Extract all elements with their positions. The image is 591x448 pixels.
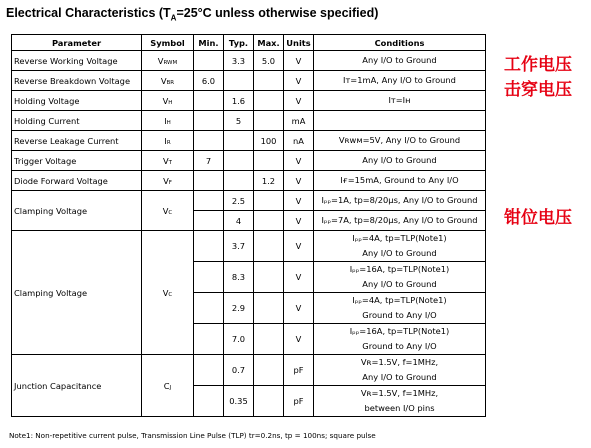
typ-cell: 1.6 xyxy=(224,91,254,111)
min-cell xyxy=(194,131,224,151)
min-cell xyxy=(194,355,224,386)
annotation-breakdown-voltage: 击穿电压 xyxy=(504,80,572,100)
max-cell xyxy=(254,71,284,91)
footnote: Note1: Non-repetitive current pulse, Transmission Line Pulse (TLP) tr=0.2ns, tp = 100ns; square pulse xyxy=(9,431,376,440)
typ-cell: 8.3 xyxy=(224,262,254,293)
param-cell: Reverse Breakdown Voltage xyxy=(12,71,142,91)
param-cell: Trigger Voltage xyxy=(12,151,142,171)
unit-cell: V xyxy=(284,324,314,355)
condition-cell: Any I/O to Ground xyxy=(314,51,486,71)
typ-cell: 3.3 xyxy=(224,51,254,71)
annotation-working-voltage: 工作电压 xyxy=(504,55,572,75)
typ-cell: 0.7 xyxy=(224,355,254,386)
min-cell xyxy=(194,191,224,211)
table-row xyxy=(12,355,486,386)
condition-cell: Iₚₚ=4A, tp=TLP(Note1) Ground to Any I/O xyxy=(314,293,486,324)
min-cell xyxy=(194,111,224,131)
table-row xyxy=(12,151,486,171)
unit-cell: V xyxy=(284,91,314,111)
condition-cell xyxy=(314,111,486,131)
param-cell: Holding Voltage xyxy=(12,91,142,111)
max-cell xyxy=(254,111,284,131)
symbol-cell: IH xyxy=(142,111,194,131)
min-cell xyxy=(194,51,224,71)
param-cell: Reverse Working Voltage xyxy=(12,51,142,71)
unit-cell: V xyxy=(284,211,314,231)
typ-cell xyxy=(224,71,254,91)
condition-cell: Vʀ=1.5V, f=1MHz, between I/O pins xyxy=(314,386,486,417)
typ-cell xyxy=(224,151,254,171)
typ-cell: 0.35 xyxy=(224,386,254,417)
condition-cell: Iₚₚ=4A, tp=TLP(Note1) Any I/O to Ground xyxy=(314,231,486,262)
max-cell xyxy=(254,211,284,231)
unit-cell: V xyxy=(284,151,314,171)
max-cell xyxy=(254,191,284,211)
table-row xyxy=(12,131,486,151)
symbol-cell: IR xyxy=(142,131,194,151)
min-cell xyxy=(194,293,224,324)
table-row xyxy=(12,51,486,71)
condition-cell: Iₚₚ=16A, tp=TLP(Note1) Any I/O to Ground xyxy=(314,262,486,293)
symbol-cell: VT xyxy=(142,151,194,171)
header-symbol: Symbol xyxy=(142,35,194,51)
typ-cell: 2.5 xyxy=(224,191,254,211)
symbol-cell: VF xyxy=(142,171,194,191)
unit-cell: pF xyxy=(284,355,314,386)
unit-cell: mA xyxy=(284,111,314,131)
max-cell xyxy=(254,355,284,386)
unit-cell: V xyxy=(284,51,314,71)
unit-cell: V xyxy=(284,262,314,293)
electrical-characteristics-table xyxy=(11,34,486,417)
param-cell: Reverse Leakage Current xyxy=(12,131,142,151)
table-row xyxy=(12,191,486,211)
table-header-row xyxy=(12,35,486,51)
min-cell: 7 xyxy=(194,151,224,171)
header-max: Max. xyxy=(254,35,284,51)
condition-cell: Iт=Iн xyxy=(314,91,486,111)
max-cell xyxy=(254,151,284,171)
typ-cell: 5 xyxy=(224,111,254,131)
condition-cell: Any I/O to Ground xyxy=(314,151,486,171)
header-conditions: Conditions xyxy=(314,35,486,51)
max-cell xyxy=(254,324,284,355)
table-row xyxy=(12,71,486,91)
symbol-cell: VC xyxy=(142,191,194,231)
condition-cell: Iғ=15mA, Ground to Any I/O xyxy=(314,171,486,191)
min-cell: 6.0 xyxy=(194,71,224,91)
param-cell: Junction Capacitance xyxy=(12,355,142,417)
symbol-cell: VRWM xyxy=(142,51,194,71)
header-typ: Typ. xyxy=(224,35,254,51)
condition-cell: Iт=1mA, Any I/O to Ground xyxy=(314,71,486,91)
param-cell: Clamping Voltage xyxy=(12,191,142,231)
max-cell: 1.2 xyxy=(254,171,284,191)
min-cell xyxy=(194,91,224,111)
header-parameter: Parameter xyxy=(12,35,142,51)
typ-cell xyxy=(224,171,254,191)
min-cell xyxy=(194,324,224,355)
min-cell xyxy=(194,211,224,231)
symbol-cell: VC xyxy=(142,231,194,355)
unit-cell: pF xyxy=(284,386,314,417)
header-units: Units xyxy=(284,35,314,51)
annotation-clamping-voltage: 钳位电压 xyxy=(504,208,572,228)
min-cell xyxy=(194,231,224,262)
param-cell: Holding Current xyxy=(12,111,142,131)
typ-cell xyxy=(224,131,254,151)
min-cell xyxy=(194,262,224,293)
max-cell xyxy=(254,386,284,417)
table-row xyxy=(12,91,486,111)
typ-cell: 7.0 xyxy=(224,324,254,355)
unit-cell: V xyxy=(284,171,314,191)
max-cell xyxy=(254,231,284,262)
condition-cell: Vʀᴡᴍ=5V, Any I/O to Ground xyxy=(314,131,486,151)
max-cell xyxy=(254,91,284,111)
typ-cell: 3.7 xyxy=(224,231,254,262)
max-cell xyxy=(254,293,284,324)
unit-cell: V xyxy=(284,191,314,211)
unit-cell: V xyxy=(284,71,314,91)
max-cell: 5.0 xyxy=(254,51,284,71)
typ-cell: 4 xyxy=(224,211,254,231)
header-min: Min. xyxy=(194,35,224,51)
table-row xyxy=(12,171,486,191)
symbol-cell: CJ xyxy=(142,355,194,417)
unit-cell: V xyxy=(284,231,314,262)
table-row xyxy=(12,111,486,131)
param-cell: Diode Forward Voltage xyxy=(12,171,142,191)
max-cell xyxy=(254,262,284,293)
unit-cell: V xyxy=(284,293,314,324)
unit-cell: nA xyxy=(284,131,314,151)
section-title: Electrical Characteristics ($T_A=25^\circ C$ unless otherwise specified) xyxy=(6,6,379,23)
min-cell xyxy=(194,171,224,191)
condition-cell: Iₚₚ=16A, tp=TLP(Note1) Ground to Any I/O xyxy=(314,324,486,355)
symbol-cell: VH xyxy=(142,91,194,111)
typ-cell: 2.9 xyxy=(224,293,254,324)
param-cell: Clamping Voltage xyxy=(12,231,142,355)
max-cell: 100 xyxy=(254,131,284,151)
table-row xyxy=(12,231,486,262)
condition-cell: Iₚₚ=7A, tp=8/20µs, Any I/O to Ground xyxy=(314,211,486,231)
symbol-cell: VBR xyxy=(142,71,194,91)
condition-cell: Vʀ=1.5V, f=1MHz, Any I/O to Ground xyxy=(314,355,486,386)
min-cell xyxy=(194,386,224,417)
condition-cell: Iₚₚ=1A, tp=8/20µs, Any I/O to Ground xyxy=(314,191,486,211)
